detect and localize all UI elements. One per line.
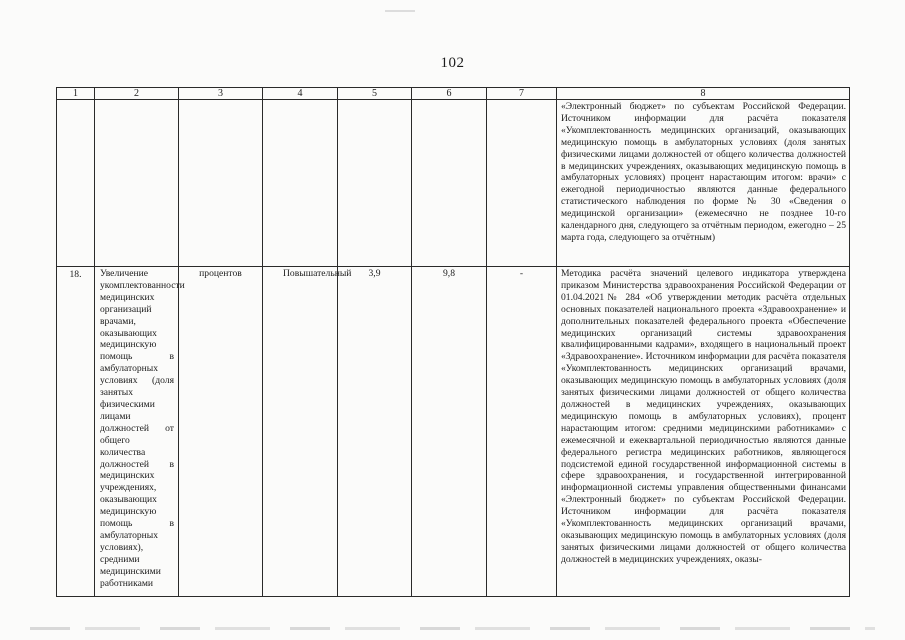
direction-cell: Повышательный [263,267,338,597]
description-cell: «Электронный бюджет» по субъектам Российской Федерации. Источником информации для расчёта показателя «Укомплектованность медицинских организаций, оказывающих медицинскую помощь в амбулаторных условиях (доля занятых физическими лицами должностей от общего количества должностей в медицинских учреждениях, оказывающих медицинскую помощь в амбулаторных условиях) процент нарастающим итогом: врачи» с ежегодной периодичностью являются данные федерального статистического наблюдения по форме № 30 «Сведения о медицинской организации» (ежемесячно не позднее 10-го календарного дня, следующего за отчётным периодом, ежегодно – 25 марта года, следующего за отчётным) [557,100,850,267]
scan-artifact-bottom [30,627,875,630]
header-cell: 8 [557,88,850,100]
header-cell: 4 [263,88,338,100]
indicator-name: Увеличение укомплектованности медицинских организаций врачами, оказывающих медицинскую помощь в амбулаторных условиях (доля занятых физическими лицами должностей от общего количества должностей в медицинских учреждениях, оказывающих медицинскую помощь в амбулаторных условиях), средними медицинскими работниками [95,267,179,597]
data-table [56,87,850,597]
header-cell: 2 [95,88,179,100]
header-cell: 7 [487,88,557,100]
value-col5: 3,9 [338,267,412,597]
header-cell: 3 [179,88,263,100]
empty-cell [412,100,487,267]
row-number: 18. [57,267,95,597]
unit-cell: процентов [179,267,263,597]
empty-cell [338,100,412,267]
empty-cell [179,100,263,267]
table-row-18 [57,267,850,597]
header-cell: 5 [338,88,412,100]
empty-cell [487,100,557,267]
scan-artifact-top [385,10,415,12]
empty-cell [95,100,179,267]
empty-cell [57,100,95,267]
empty-cell [263,100,338,267]
header-cell: 1 [57,88,95,100]
page-number: 102 [440,55,465,71]
table-row-continuation [57,100,850,267]
value-col6: 9,8 [412,267,487,597]
header-cell: 6 [412,88,487,100]
description-cell: Методика расчёта значений целевого индикатора утверждена приказом Министерства здравоохранения Российской Федерации от 01.04.2021№ 284 «Об утверждении методик расчёта отдельных основных показателей национального проекта «Здравоохранение» и дополнительных показателей федерального проекта «Обеспечение медицинских организаций системы здравоохранения квалифицированными кадрами», входящего в национальный проект «Здравоохранение». Источником информации для расчёта показателя «Укомплектованность медицинских организаций врачами, оказывающих медицинскую помощь в амбулаторных условиях (доля занятых физическими лицами должностей от общего количества должностей в медицинских учреждениях, оказывающих медицинскую помощь в амбулаторных условиях), процент нарастающим итогом: средними медицинскими работниками» с ежемесячной и ежеквартальной периодичностью являются данные федерального регистра медицинских работников, являющегося подсистемой единой государственной информационной системы в сфере здравоохранения, и государственной интегрированной информационной системы управления общественными финансами «Электронный бюджет» по субъектам Российской Федерации. Источником информации для расчёта показателя «Укомплектованность медицинских организаций врачами, оказывающих медицинскую помощь в амбулаторных условиях (доля занятых физическими лицами должностей от общего количества должностей в медицинских учреждениях, оказы- [557,267,850,597]
table-header-row [57,88,850,100]
value-col7: - [487,267,557,597]
